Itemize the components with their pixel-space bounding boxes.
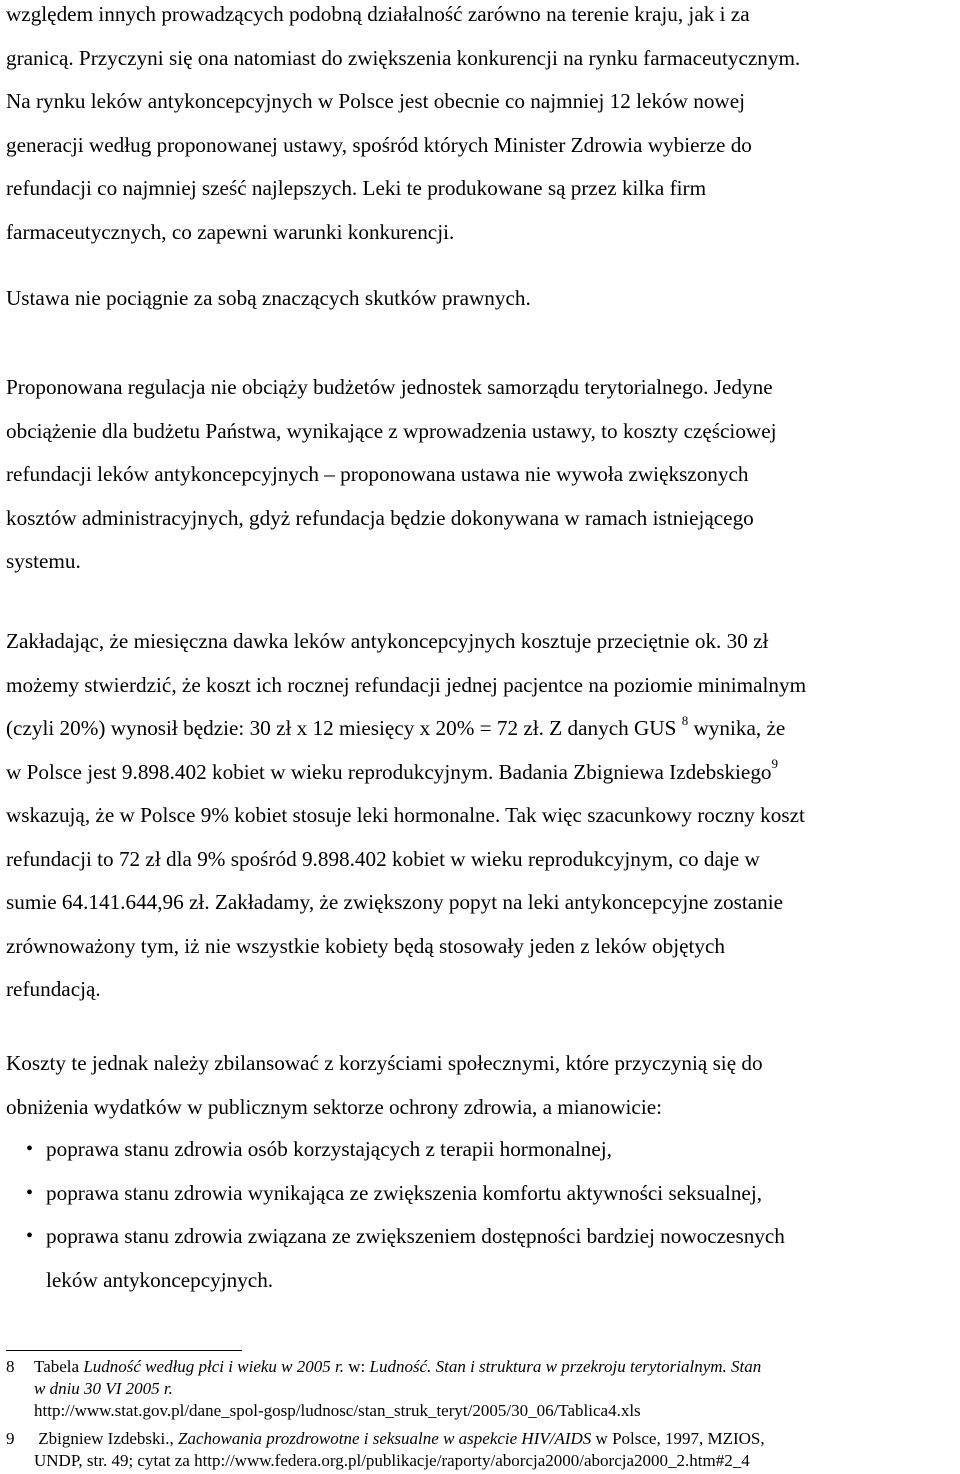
paragraph-social-benefits [6,1042,763,1129]
source-title: Zachowania prozdrowotne i seksualne w aspekcie HIV/AIDS [178,1429,592,1448]
text-line: refundacji co najmniej sześć najlepszych. Leki te produkowane są przez kilka firm [6,176,707,200]
footnote-separator [6,1350,242,1351]
footnote-line [34,1356,761,1378]
text-span: (czyli 20%) wynosił będzie: 30 zł x 12 miesięcy x 20% = 72 zł. Z danych GUS [6,716,682,740]
text-span: w Polsce, 1997, MZIOS, [591,1429,765,1448]
footnote-ref-8[interactable]: 8 [681,712,689,728]
text-line: refundacji leków antykoncepcyjnych – proponowana ustawa nie wywoła zwiększonych [6,462,749,486]
text-line: wskazują, że w Polsce 9% kobiet stosuje leki hormonalne. Tak więc szacunkowy roczny koszt [6,803,805,827]
paragraph-cost-estimate [6,620,806,1012]
footnote-number: 8 [6,1357,15,1376]
source-title: Ludność. Stan i struktura w przekroju terytorialnym. Stan [369,1357,762,1376]
text-line [6,751,806,795]
list-item [26,1215,956,1259]
text-line: Koszty te jednak należy zbilansować z korzyściami społecznymi, które przyczynią się do [6,1051,763,1075]
footnote-number: 9 [6,1429,15,1448]
author: Zbigniew Izdebski. [38,1429,170,1448]
benefits-list [26,1128,956,1302]
list-item-continuation [26,1259,956,1303]
source-title: Ludność według płci i wieku w 2005 r. [83,1357,344,1376]
text-span: wynika, że [688,716,786,740]
text-line: obciążenie dla budżetu Państwa, wynikające z wprowadzenia ustawy, to koszty częściowej [6,418,777,443]
text-line: kosztów administracyjnych, gdyż refundacja będzie dokonywana w ramach istniejącego [6,505,754,530]
paragraph-budget [6,366,777,584]
text-line: Proponowana regulacja nie obciąży budżetów jednostek samorządu terytorialnego. Jedyne [6,375,773,399]
text-span: w: [343,1357,370,1376]
footnote-url[interactable]: http://www.stat.gov.pl/dane_spol-gosp/ludnosc/stan_struk_teryt/2005/30_06/Tablica4.xls [34,1401,641,1420]
footnote-line [34,1428,765,1450]
text-line [6,707,806,751]
text-line: obniżenia wydatków w publicznym sektorze ochrony zdrowia, a mianowicie: [6,1094,663,1119]
text-line: generacji według proponowanej ustawy, spośród których Minister Zdrowia wybierze do [6,132,752,157]
list-item [26,1172,956,1216]
bullet-spacer [26,1259,46,1303]
text-span: w Polsce jest 9.898.402 kobiet w wieku reprodukcyjnym. Badania Zbigniewa Izdebskiego [6,759,772,784]
footnote-ref-9[interactable]: 9 [771,756,779,772]
footnote-body [34,1428,765,1472]
text-span: Tabela [34,1357,84,1376]
bullet-icon: • [26,1225,34,1247]
footnote-body [34,1356,761,1422]
source-title: w dniu 30 VI 2005 r. [34,1379,173,1398]
text-line: granicą. Przyczyni się ona natomiast do zwiększenia konkurencji na rynku farmaceutycznym. [6,45,801,70]
list-item-text: poprawa stanu zdrowia wynikająca ze zwiększenia komfortu aktywności seksualnej, [46,1180,762,1205]
text-line: systemu. [6,549,81,573]
text-line: sumie 64.141.644,96 zł. Zakładamy, że zwiększony popyt na leki antykoncepcyjne zostanie [6,890,784,914]
text-line: Zakładając, że miesięczna dawka leków antykoncepcyjnych kosztuje przeciętnie ok. 30 zł [6,629,769,653]
text-line: możemy stwierdzić, że koszt ich rocznej refundacji jednej pacjentce na poziomie minimalnym [6,672,807,697]
paragraph-legal-effects: Ustawa nie pociągnie za sobą znaczących skutków prawnych. [6,286,531,310]
list-item-text: poprawa stanu zdrowia osób korzystających z terapii hormonalnej, [46,1137,612,1161]
text-line: farmaceutycznych, co zapewni warunki konkurencji. [6,219,455,244]
bullet-icon: • [26,1181,34,1204]
footnote-line[interactable]: UNDP, str. 49; cytat za http://www.federa.org.pl/publikacje/raporty/aborcja2000/aborcja2000_2.htm#2_4 [34,1451,750,1470]
paragraph-competition [6,0,800,254]
text-line: refundacją. [6,977,101,1001]
list-item-text: poprawa stanu zdrowia związana ze zwiększeniem dostępności bardziej nowoczesnych [46,1224,785,1248]
text-span: , [169,1429,178,1448]
text-line: zrównoważony tym, iż nie wszystkie kobiety będą stosowały jeden z leków objętych [6,933,726,958]
text-line: Na rynku leków antykoncepcyjnych w Polsce jest obecnie co najmniej 12 leków nowej [6,89,746,113]
text-line: względem innych prowadzących podobną działalność zarówno na terenie kraju, jak i za [6,2,750,26]
footnote-line [34,1378,761,1400]
bullet-icon: • [26,1138,34,1160]
list-item-text: leków antykoncepcyjnych. [46,1267,274,1292]
text-line: refundacji to 72 zł dla 9% spośród 9.898.402 kobiet w wieku reprodukcyjnym, co daje w [6,846,760,871]
list-item [26,1128,956,1172]
